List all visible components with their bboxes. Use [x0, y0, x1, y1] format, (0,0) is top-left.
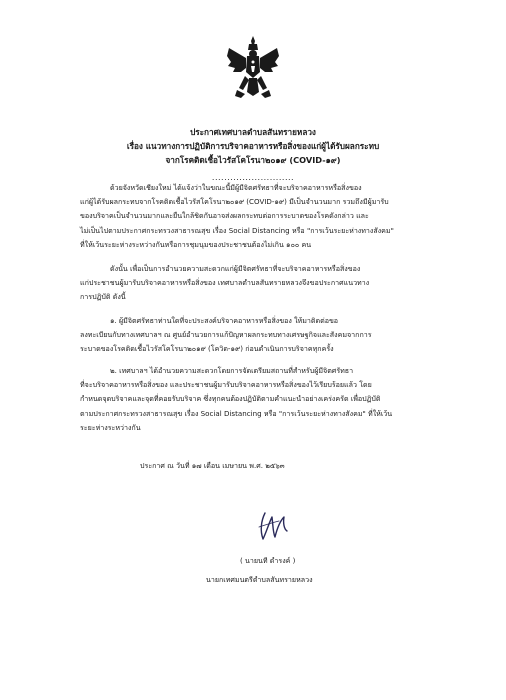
paragraph-line: ระบาดของโรคติดเชื้อไวรัสโคโรนา๒๐๑๙ (โควิด-๑๙) ก่อนดำเนินการบริจาคทุกครั้ง [80, 344, 334, 354]
separator-dots: ........................... [211, 173, 295, 182]
paragraph-line: ๑. ผู้มีจิตศรัทธาท่านใดที่จะประสงค์บริจาคอาหารหรือสิ่งของ ให้มาติดต่อขอ [110, 316, 339, 325]
paragraph-line: ที่ให้เว้นระยะห่างระหว่างกันหรือการชุมนุมของประชาชนต้องไม่เกิน ๑๐๐ คน [80, 239, 312, 249]
paragraph-line: ดังนั้น เพื่อเป็นการอำนวยความสะดวกแก่ผู้มีจิตศรัทธาที่จะบริจาคอาหารหรือสิ่งของ [110, 264, 361, 273]
paragraph-line: กำหนดจุดบริจาคและจุดที่คอยรับบริจาค ซึ่งทุกคนต้องปฏิบัติตามคำแนะนำอย่างเคร่งครัด เพื่อปฏิบัติ [80, 394, 381, 404]
paragraph-line: ตามประกาศกระทรวงสาธารณสุข เรื่อง Social Distancing หรือ "การเว้นระยะห่างทางสังคม" ที่ให้เว้น [80, 408, 393, 418]
paragraph-line: แก่ประชาชนผู้มารับบริจาคอาหารหรือสิ่งของ เทศบาลตำบลสันทรายหลวงจึงขอประกาศแนวทาง [80, 278, 370, 288]
garuda-emblem-icon [225, 36, 281, 100]
signer-name: ( นายนที ดำรงค์ ) [240, 556, 296, 565]
paragraph-line: การปฏิบัติ ดังนี้ [80, 292, 126, 302]
purpose-paragraph [80, 262, 369, 305]
paragraph-line: ลงทะเบียนกับทางเทศบาลฯ ณ ศูนย์อำนวยการแก้ปัญหาผลกระทบทางเศรษฐกิจและสังคมจากการ [80, 330, 372, 340]
paragraph-line: ด้วยจังหวัดเชียงใหม่ ได้แจ้งว่าในขณะนี้มีผู้มีจิตศรัทธาที่จะบริจาคอาหารหรือสิ่งของ [110, 183, 362, 192]
paragraph-line: ของบริจาคเป็นจำนวนมากและยืนใกล้ชิดกันอาจส่งผลกระทบต่อการระบาดของโรคดังกล่าว และ [80, 211, 369, 221]
title-block [40, 125, 466, 167]
subject-line: เรื่อง แนวทางการปฏิบัติการบริจาคอาหารหรือสิ่งของแก่ผู้ได้รับผลกระทบ [126, 141, 380, 151]
paragraph-line: ไม่เป็นไปตามประกาศกระทรวงสาธารณสุข เรื่อง Social Distancing หรือ "การเว้นระยะห่างทางสังคม" [80, 225, 394, 235]
handwritten-signature-icon [255, 507, 291, 545]
announcement-title: ประกาศเทศบาลตำบลสันทรายหลวง [190, 127, 316, 137]
signer-title: นายกเทศมนตรีตำบลสันทรายหลวง [206, 575, 313, 584]
list-item-2 [80, 364, 392, 435]
paragraph-line: ระยะห่างระหว่างกัน [80, 422, 141, 432]
announce-date-line: ประกาศ ณ วันที่ ๑๗ เดือน เมษายน พ.ศ. ๒๕๖๓ [140, 461, 285, 470]
subject-line-continued: จากโรคติดเชื้อไวรัสโคโรนา๒๐๑๙ (COVID-๑๙) [165, 155, 341, 165]
paragraph-line: แก่ผู้ได้รับผลกระทบจากโรคติดเชื้อไวรัสโคโรนา๒๐๑๙ (COVID-๑๙) มีเป็นจำนวนมาก รวมถึงมีผู้มารับ [80, 197, 389, 207]
paragraph-line: ที่จะบริจาคอาหารหรือสิ่งของ และประชาชนผู้มารับบริจาคอาหารหรือสิ่งของไว้เรียบร้อยแล้ว โดย [80, 380, 372, 390]
list-item-1 [80, 314, 372, 357]
paragraph-line: ๒. เทศบาลฯ ได้อำนวยความสะดวกโดยการจัดเตรียมสถานที่สำหรับผู้มีจิตศรัทธา [110, 366, 354, 375]
intro-paragraph [80, 181, 394, 252]
